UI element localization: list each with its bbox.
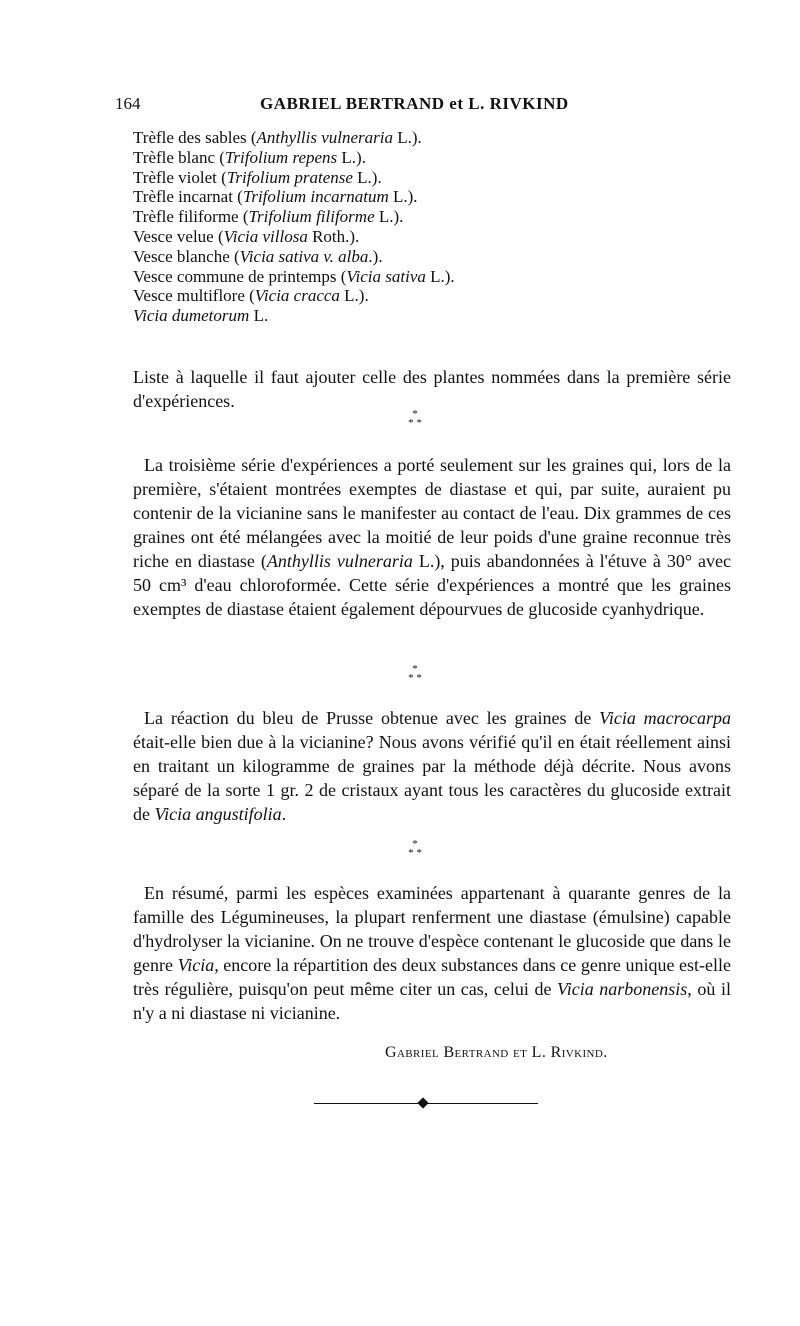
asterism-star: * xyxy=(416,847,422,859)
paragraph-prussian-blue: La réaction du bleu de Prusse obtenue avec les graines de Vicia macrocarpa était-elle bien due à la vicianine? Nous avons vérifié qu'il en était réellement ainsi en traitant un kilogramme de graines par la méthode déjà décrite. Nous avons séparé de la sorte 1 gr. 2 de cristaux ayant tous les caractères du glucoside extrait de Vicia angustifolia. xyxy=(133,708,731,824)
paragraph-list-note: Liste à laquelle il faut ajouter celle des plantes nommées dans la première série d'expériences. xyxy=(133,367,731,411)
list-item: Vicia dumetorum L. xyxy=(133,306,269,326)
paragraph-third-series: La troisième série d'expériences a porté seulement sur les graines qui, lors de la première, s'étaient montrées exemptes de diastase et qui, par suite, auraient pu contenir de la vicianine sans le manifester au contact de l'eau. Dix grammes de ces graines ont été mélangées avec la moitié de leur poids d'une graine reconnue très riche en diastase (Anthyllis vulneraria L.), puis abandonnées à l'étuve à 30° avec 50 cm³ d'eau chloroformée. Cette série d'expériences a montré que les graines exemptes de diastase étaient également dépourvues de glucoside cyanhydrique. xyxy=(133,455,732,619)
list-item: Trèfle incarnat (Trifolium incarnatum L.). xyxy=(133,187,418,207)
asterism-separator xyxy=(390,410,440,428)
plant-list xyxy=(133,128,733,326)
list-item: Trèfle blanc (Trifolium repens L.). xyxy=(133,147,366,167)
asterism-star: * xyxy=(408,672,414,684)
asterism-separator xyxy=(390,665,440,683)
list-item: Vesce commune de printemps (Vicia sativa L.). xyxy=(133,266,455,286)
list-item: Trèfle filiforme (Trifolium filiforme L.). xyxy=(133,207,404,227)
list-item: Vesce multiflore (Vicia cracca L.). xyxy=(133,286,369,306)
page-number: 164 xyxy=(115,94,141,113)
asterism-star: * xyxy=(412,838,418,850)
diamond-icon xyxy=(417,1097,428,1108)
asterism-star: * xyxy=(408,417,414,429)
asterism-star: * xyxy=(412,408,418,420)
asterism-separator xyxy=(390,840,440,858)
asterism-star: * xyxy=(408,847,414,859)
running-title: GABRIEL BERTRAND et L. RIVKIND xyxy=(260,94,569,113)
end-ornament-rule xyxy=(314,1096,538,1110)
list-item: Vesce blanche (Vicia sativa v. alba.). xyxy=(133,246,383,266)
author-signature: Gabriel Bertrand et L. Rivkind. xyxy=(385,1044,608,1061)
asterism-star: * xyxy=(416,672,422,684)
list-item: Trèfle des sables (Anthyllis vulneraria L.). xyxy=(133,128,422,147)
paragraph-summary: En résumé, parmi les espèces examinées appartenant à quarante genres de la famille des Légumineuses, la plupart renferment une diastase (émulsine) capable d'hydrolyser la vicianine. On ne trouve d'espèce contenant le glucoside que dans le genre Vicia, encore la répartition des deux substances dans ce genre unique est-elle très régulière, puisqu'on peut même citer un cas, celui de Vicia narbonensis, où il n'y a ni diastase ni vicianine. xyxy=(133,883,731,1023)
list-item: Vesce velue (Vicia villosa Roth.). xyxy=(133,226,360,246)
asterism-star: * xyxy=(416,417,422,429)
list-item: Trèfle violet (Trifolium pratense L.). xyxy=(133,167,382,187)
asterism-star: * xyxy=(412,663,418,675)
